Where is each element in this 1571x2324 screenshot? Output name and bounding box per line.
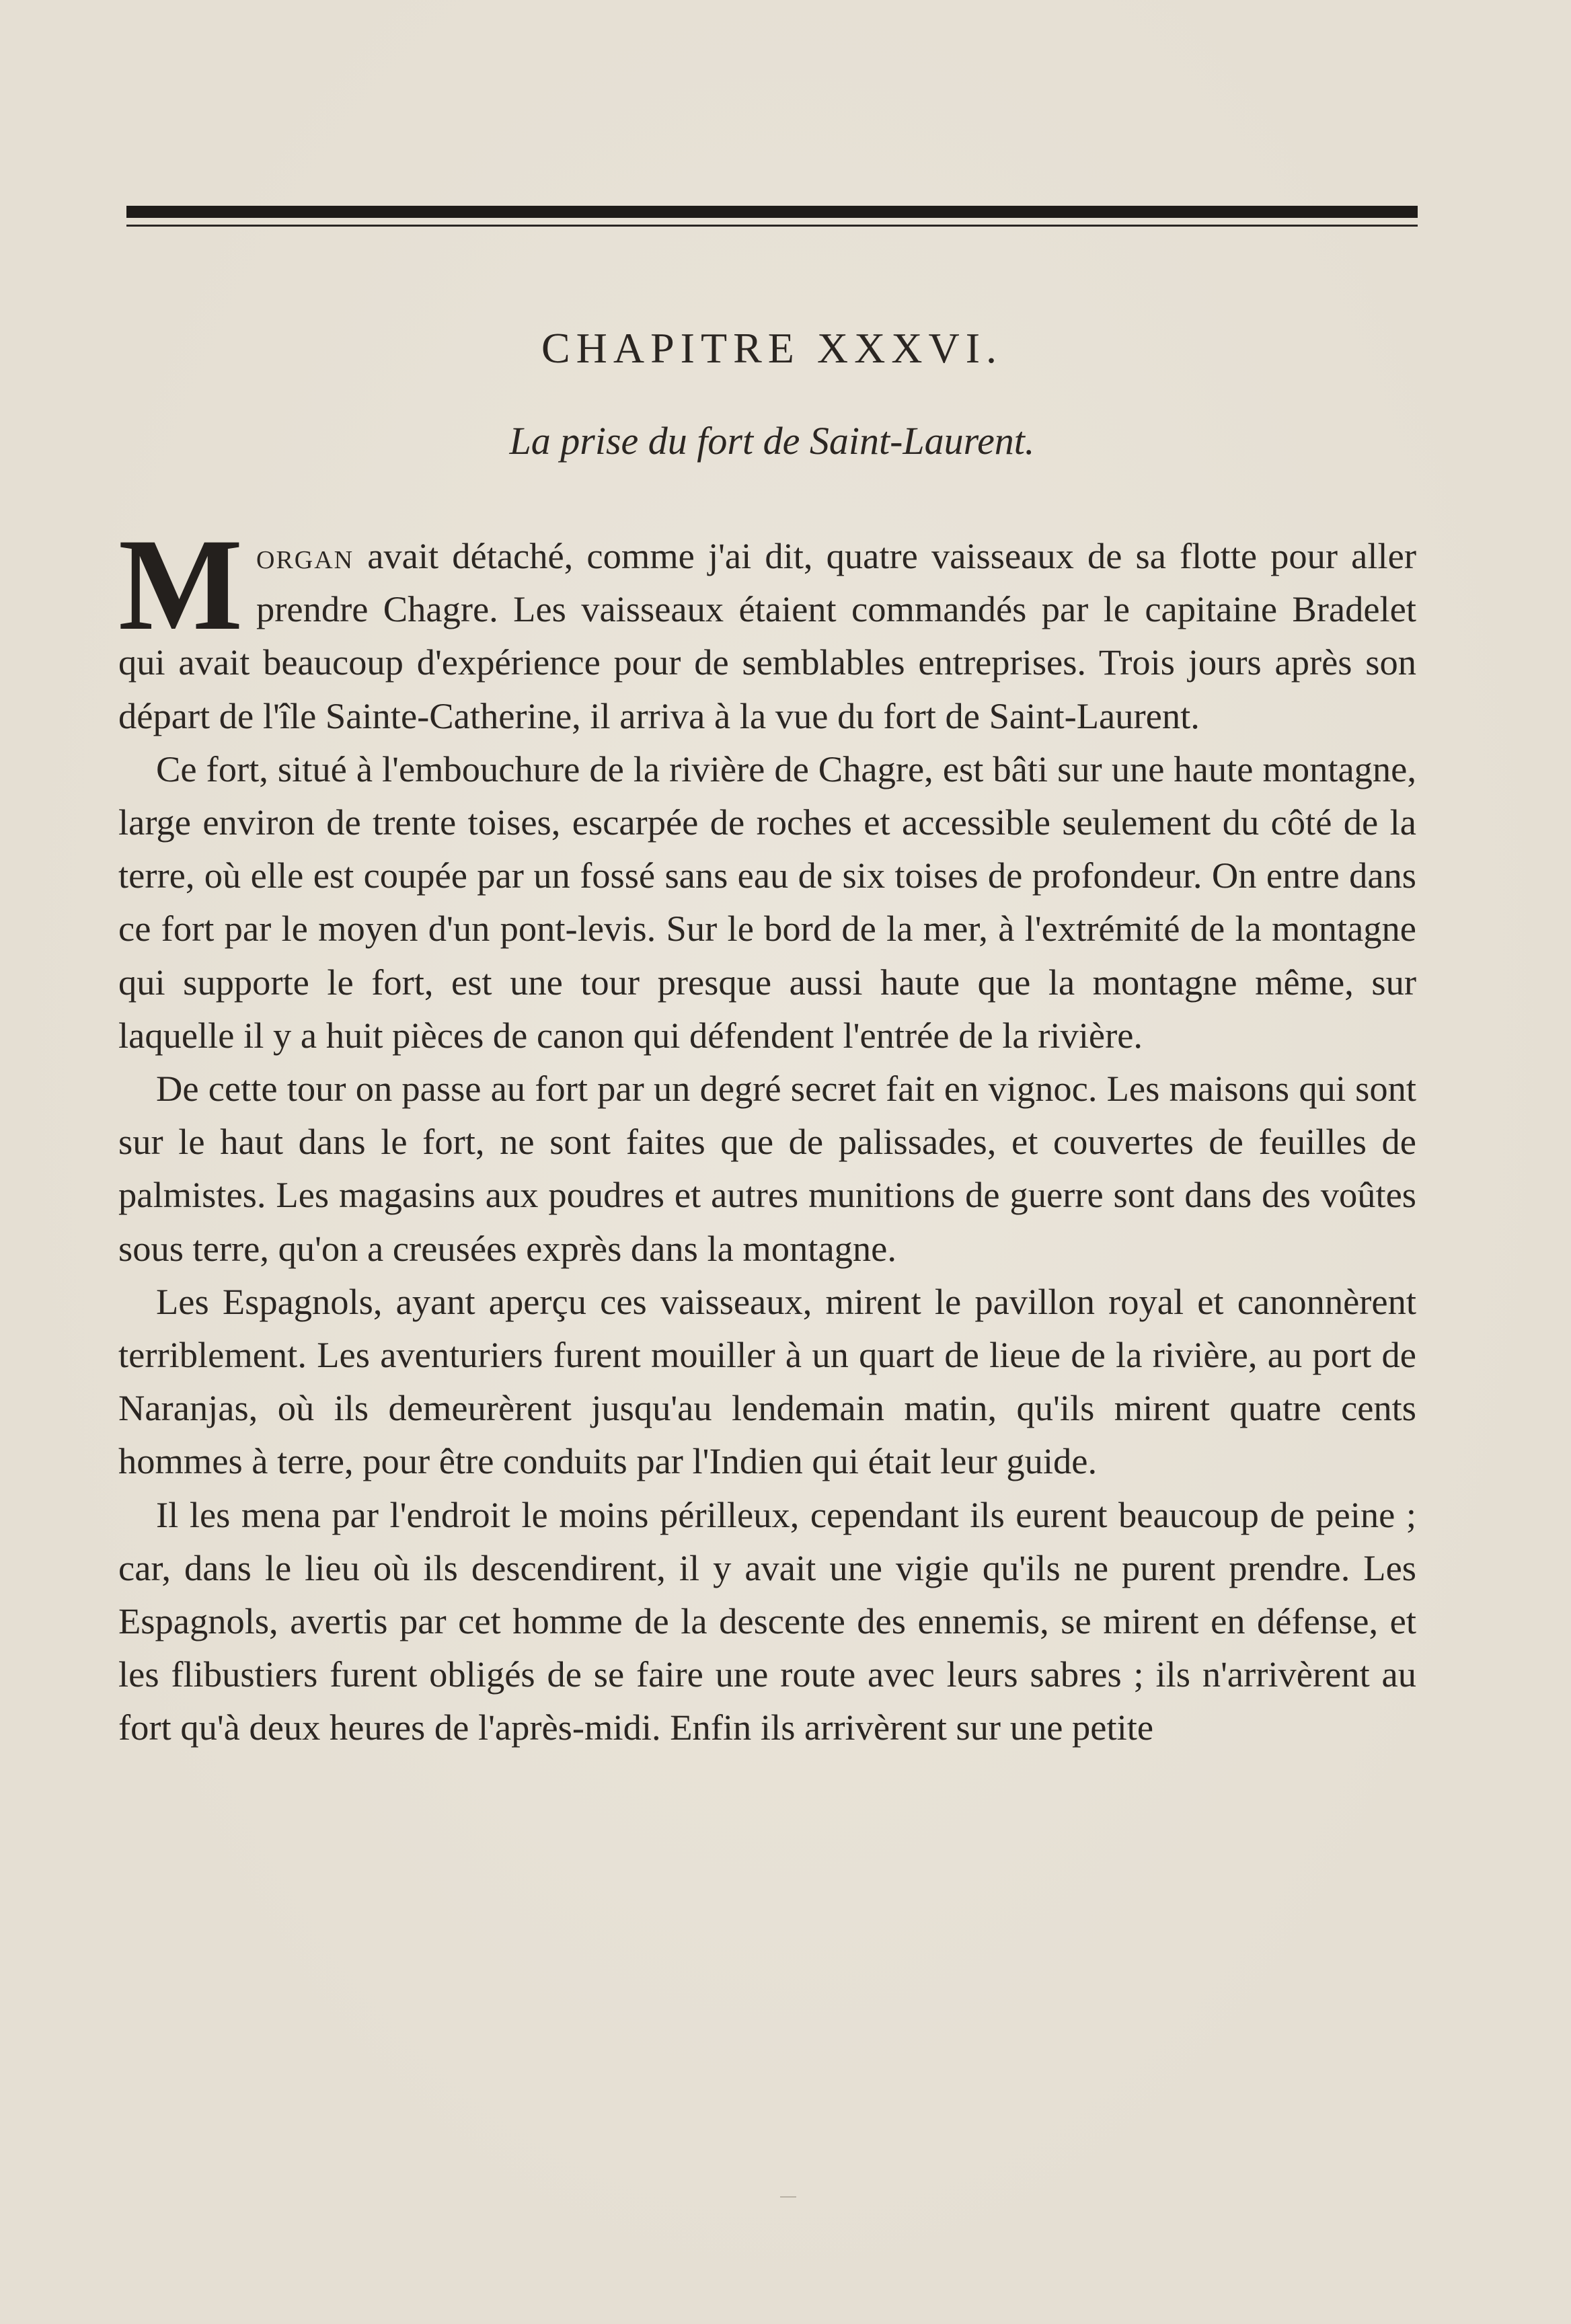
chapter-subtitle: La prise du fort de Saint-Laurent. bbox=[509, 419, 1035, 463]
drop-cap-lead: organ bbox=[256, 535, 354, 576]
paragraph-1 bbox=[118, 512, 1416, 742]
paragraph-1-text: avait détaché, comme j'ai dit, quatre vaisseaux de sa flotte pour aller prendre Chagre. Les vaisseaux étaient commandés par le capitaine Bradelet qui avait beaucoup d'expérience pour de semblables entreprises. Trois jours après son départ de l'île Sainte-Catherine, il arriva à la vue du fort de Saint-Laurent. bbox=[118, 535, 1416, 736]
footer-mark bbox=[780, 2196, 796, 2198]
chapter-title: CHAPITRE XXXVI. bbox=[541, 324, 1003, 372]
header-rule-thin bbox=[126, 225, 1418, 227]
paragraph-5: Il les mena par l'endroit le moins périlleux, cependant ils eurent beaucoup de peine ; car, dans le lieu où ils descendirent, il y avait une vigie qu'ils ne purent prendre. Les Espagnols, avertis par cet homme de la descente des ennemis, se mirent en défense, et les flibustiers furent obligés de se faire une route avec leurs sabres ; ils n'arrivèrent au fort qu'à deux heures de l'après-midi. Enfin ils arrivèrent sur une petite bbox=[118, 1494, 1416, 1748]
paragraph-4: Les Espagnols, ayant aperçu ces vaisseaux, mirent le pavillon royal et canonnèrent terriblement. Les aventuriers furent mouiller à un quart de lieue de la rivière, au port de Naranjas, où ils demeurèrent jusqu'au lendemain matin, qu'ils mirent quatre cents hommes à terre, pour être conduits par l'Indien qui était leur guide. bbox=[118, 1280, 1416, 1482]
header-rule-thick bbox=[126, 206, 1418, 218]
drop-cap: M bbox=[118, 512, 243, 658]
body-text bbox=[118, 512, 1416, 1754]
paragraph-3: De cette tour on passe au fort par un degré secret fait en vignoc. Les maisons qui sont sur le haut dans le fort, ne sont faites que de palissades, et couvertes de feuilles de palmistes. Les magasins aux poudres et autres munitions de guerre sont dans des voûtes sous terre, qu'on a creusées exprès dans la montagne. bbox=[118, 1068, 1416, 1269]
paragraph-2: Ce fort, situé à l'embouchure de la rivière de Chagre, est bâti sur une haute montagne, large environ de trente toises, escarpée de roches et accessible seulement du côté de la terre, où elle est coupée par un fossé sans eau de six toises de profondeur. On entre dans ce fort par le moyen d'un pont-levis. Sur le bord de la mer, à l'extrémité de la montagne qui supporte le fort, est une tour presque aussi haute que la montagne même, sur laquelle il y a huit pièces de canon qui défendent l'entrée de la rivière. bbox=[118, 748, 1416, 1056]
